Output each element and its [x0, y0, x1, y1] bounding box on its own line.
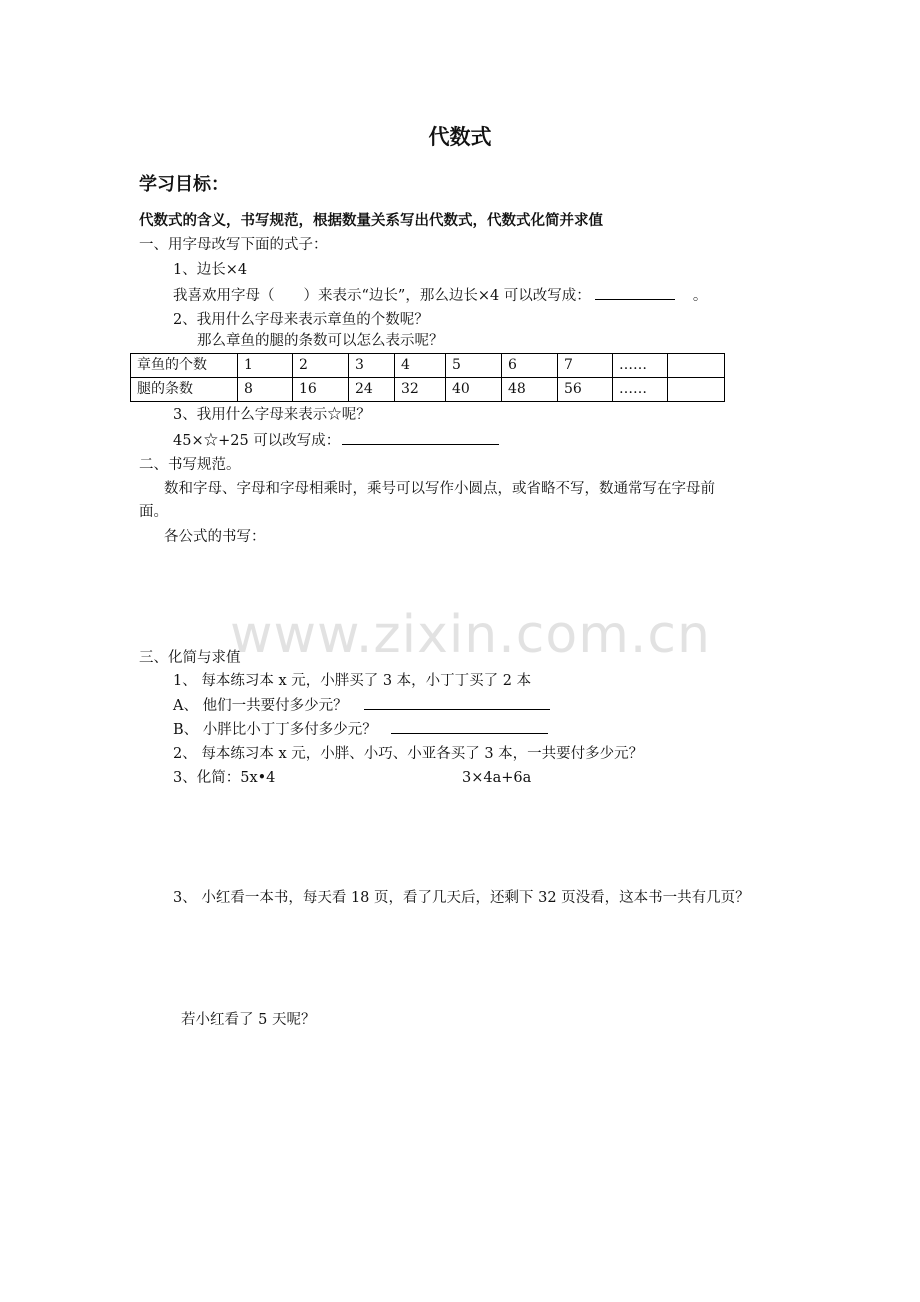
table-cell: 32	[395, 378, 446, 402]
table-row	[131, 378, 725, 402]
table-cell: ……	[613, 378, 668, 402]
table-cell: 40	[446, 378, 502, 402]
table-cell: 16	[293, 378, 349, 402]
section1-q1-line	[173, 285, 707, 306]
qA-text: A、 他们一共要付多少元？	[173, 698, 348, 714]
watermark: www.zixin.com.cn	[230, 605, 711, 665]
table-cell: 腿的条数	[131, 378, 238, 402]
table-cell: 24	[349, 378, 395, 402]
objectives-text: 代数式的含义，书写规范，根据数量关系写出代数式，代数式化简并求值	[139, 213, 603, 229]
section2-heading: 二、书写规范。	[139, 457, 241, 473]
answer-blank-1[interactable]	[595, 285, 675, 300]
qB-text: B、 小胖比小丁丁多付多少元？	[173, 722, 377, 738]
q1-line-text: 我喜欢用字母（ ）来表示“边长”，那么边长×4 可以改写成：	[173, 288, 591, 304]
table-cell: 48	[502, 378, 558, 402]
answer-blank-4[interactable]	[391, 719, 548, 734]
section2-para1-cont: 面。	[139, 504, 168, 520]
section1-heading: 一、用字母改写下面的式子：	[139, 237, 328, 253]
octopus-table	[130, 353, 725, 402]
section1-q2-sub: 那么章鱼的腿的条数可以怎么表示呢？	[197, 333, 444, 349]
table-row	[131, 354, 725, 378]
section2-para1: 数和字母、字母和字母相乘时，乘号可以写作小圆点，或省略不写，数通常写在字母前	[164, 481, 715, 497]
section3-q3: 3、化简：5x•4	[173, 770, 276, 786]
page-title: 代数式	[428, 125, 492, 149]
section3-q5: 若小红看了 5 天呢？	[181, 1012, 316, 1028]
section3-q2: 2、 每本练习本 x 元，小胖、小巧、小亚各买了 3 本，一共要付多少元？	[173, 746, 644, 762]
table-cell: 5	[446, 354, 502, 378]
answer-blank-3[interactable]	[364, 695, 550, 710]
table-cell: 3	[349, 354, 395, 378]
section2-para2: 各公式的书写：	[164, 529, 266, 545]
table-cell: 8	[238, 378, 293, 402]
table-cell: ……	[613, 354, 668, 378]
table-cell: 6	[502, 354, 558, 378]
table-cell: 2	[293, 354, 349, 378]
table-cell: 章鱼的个数	[131, 354, 238, 378]
table-cell-empty[interactable]	[668, 354, 725, 378]
table-cell: 4	[395, 354, 446, 378]
answer-blank-2[interactable]	[342, 430, 499, 445]
q3-line-text: 45×☆+25 可以改写成：	[173, 433, 341, 449]
section3-q1: 1、 每本练习本 x 元，小胖买了 3 本，小丁丁买了 2 本	[173, 673, 532, 689]
objectives-heading: 学习目标：	[139, 174, 229, 195]
section1-q3: 3、我用什么字母来表示☆呢？	[173, 407, 371, 423]
table-cell: 56	[558, 378, 613, 402]
q1-line-end: 。	[692, 288, 708, 304]
section3-heading: 三、化简与求值	[139, 650, 241, 666]
table-cell-empty[interactable]	[668, 378, 725, 402]
section3-q4: 3、 小红看一本书，每天看 18 页，看了几天后，还剩下 32 页没看，这本书一共有几页？	[173, 890, 750, 906]
section3-qA	[173, 695, 550, 716]
section1-q3-line	[173, 430, 499, 451]
section1-q2: 2、我用什么字母来表示章鱼的个数呢？	[173, 312, 429, 328]
section3-qB	[173, 719, 548, 740]
table-cell: 7	[558, 354, 613, 378]
section1-q1: 1、边长×4	[173, 262, 248, 278]
section3-q3-b: 3×4a+6a	[462, 770, 532, 786]
table-cell: 1	[238, 354, 293, 378]
